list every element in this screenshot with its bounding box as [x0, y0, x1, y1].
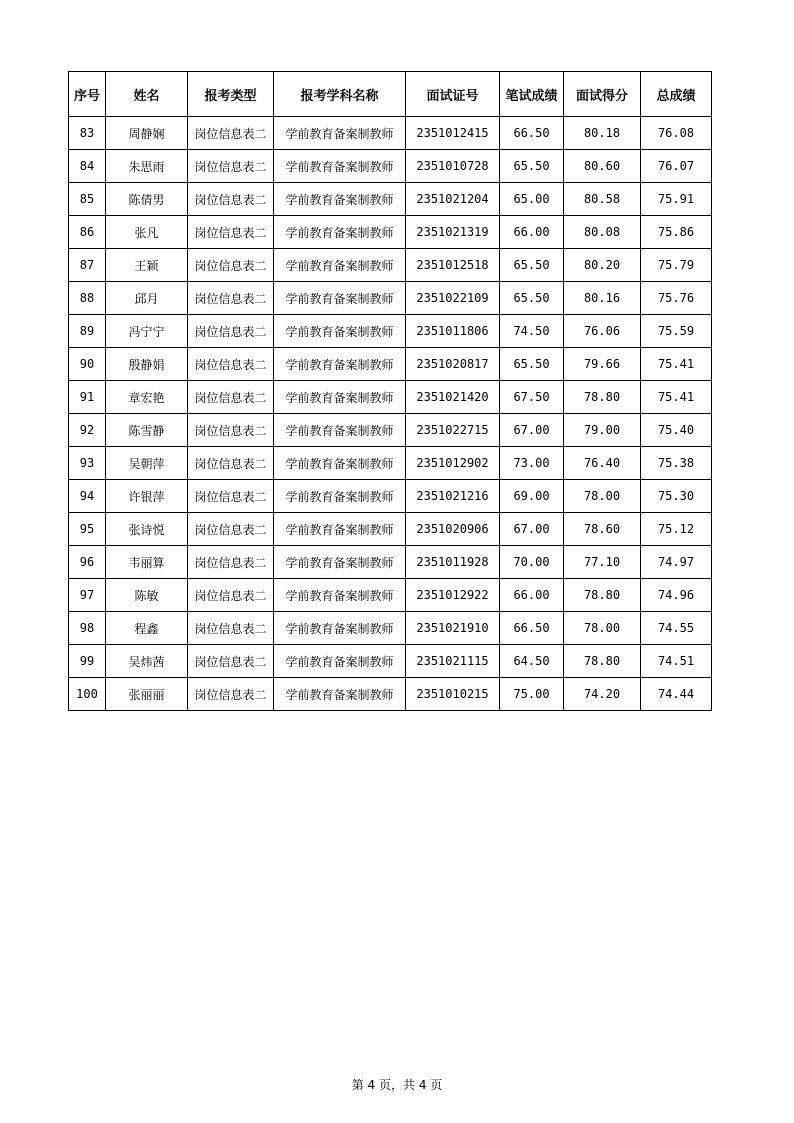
cell-total-score: 75.12	[641, 513, 712, 546]
cell-written-score: 66.50	[500, 117, 564, 150]
cell-written-score: 65.00	[500, 183, 564, 216]
table-row	[69, 447, 712, 480]
header-apply-type: 报考类型	[188, 72, 274, 117]
cell-total-score: 75.30	[641, 480, 712, 513]
cell-interview-id: 2351012415	[406, 117, 500, 150]
table-row	[69, 216, 712, 249]
table-row	[69, 513, 712, 546]
cell-name: 王颖	[106, 249, 188, 282]
cell-total-score: 75.86	[641, 216, 712, 249]
cell-apply-type: 岗位信息表二	[188, 612, 274, 645]
cell-interview-score: 80.58	[564, 183, 641, 216]
cell-apply-type: 岗位信息表二	[188, 117, 274, 150]
cell-name: 许银萍	[106, 480, 188, 513]
cell-subject: 学前教育备案制教师	[274, 216, 406, 249]
cell-name: 程鑫	[106, 612, 188, 645]
cell-interview-id: 2351021204	[406, 183, 500, 216]
header-name: 姓名	[106, 72, 188, 117]
cell-total-score: 74.55	[641, 612, 712, 645]
cell-interview-score: 80.18	[564, 117, 641, 150]
cell-seq: 85	[69, 183, 106, 216]
cell-total-score: 75.79	[641, 249, 712, 282]
cell-interview-score: 76.06	[564, 315, 641, 348]
cell-interview-score: 78.80	[564, 579, 641, 612]
cell-seq: 99	[69, 645, 106, 678]
cell-subject: 学前教育备案制教师	[274, 678, 406, 711]
cell-subject: 学前教育备案制教师	[274, 348, 406, 381]
cell-total-score: 75.91	[641, 183, 712, 216]
cell-apply-type: 岗位信息表二	[188, 216, 274, 249]
cell-total-score: 75.41	[641, 381, 712, 414]
cell-written-score: 64.50	[500, 645, 564, 678]
cell-interview-score: 78.00	[564, 480, 641, 513]
cell-seq: 89	[69, 315, 106, 348]
cell-interview-id: 2351021910	[406, 612, 500, 645]
cell-apply-type: 岗位信息表二	[188, 546, 274, 579]
cell-interview-id: 2351012922	[406, 579, 500, 612]
cell-apply-type: 岗位信息表二	[188, 315, 274, 348]
header-interview-score: 面试得分	[564, 72, 641, 117]
cell-name: 朱思雨	[106, 150, 188, 183]
cell-written-score: 66.50	[500, 612, 564, 645]
table-row	[69, 117, 712, 150]
cell-interview-score: 80.60	[564, 150, 641, 183]
cell-subject: 学前教育备案制教师	[274, 447, 406, 480]
cell-written-score: 65.50	[500, 150, 564, 183]
cell-seq: 91	[69, 381, 106, 414]
cell-interview-id: 2351012518	[406, 249, 500, 282]
cell-interview-score: 78.80	[564, 381, 641, 414]
cell-written-score: 75.00	[500, 678, 564, 711]
cell-interview-id: 2351012902	[406, 447, 500, 480]
cell-subject: 学前教育备案制教师	[274, 249, 406, 282]
cell-apply-type: 岗位信息表二	[188, 249, 274, 282]
cell-apply-type: 岗位信息表二	[188, 678, 274, 711]
cell-interview-id: 2351020817	[406, 348, 500, 381]
cell-apply-type: 岗位信息表二	[188, 414, 274, 447]
cell-total-score: 74.44	[641, 678, 712, 711]
cell-interview-score: 76.40	[564, 447, 641, 480]
cell-interview-score: 78.60	[564, 513, 641, 546]
cell-apply-type: 岗位信息表二	[188, 282, 274, 315]
cell-subject: 学前教育备案制教师	[274, 612, 406, 645]
cell-interview-id: 2351010215	[406, 678, 500, 711]
cell-subject: 学前教育备案制教师	[274, 480, 406, 513]
cell-apply-type: 岗位信息表二	[188, 150, 274, 183]
cell-total-score: 74.96	[641, 579, 712, 612]
header-written-score: 笔试成绩	[500, 72, 564, 117]
cell-apply-type: 岗位信息表二	[188, 480, 274, 513]
cell-subject: 学前教育备案制教师	[274, 282, 406, 315]
cell-name: 陈敏	[106, 579, 188, 612]
cell-seq: 92	[69, 414, 106, 447]
cell-total-score: 74.51	[641, 645, 712, 678]
cell-seq: 90	[69, 348, 106, 381]
table-row	[69, 645, 712, 678]
cell-interview-score: 79.66	[564, 348, 641, 381]
cell-seq: 84	[69, 150, 106, 183]
cell-name: 章宏艳	[106, 381, 188, 414]
cell-subject: 学前教育备案制教师	[274, 546, 406, 579]
cell-total-score: 75.38	[641, 447, 712, 480]
cell-interview-score: 80.08	[564, 216, 641, 249]
header-subject: 报考学科名称	[274, 72, 406, 117]
cell-subject: 学前教育备案制教师	[274, 645, 406, 678]
cell-subject: 学前教育备案制教师	[274, 579, 406, 612]
cell-total-score: 75.40	[641, 414, 712, 447]
cell-name: 冯宁宁	[106, 315, 188, 348]
cell-seq: 83	[69, 117, 106, 150]
cell-interview-id: 2351021115	[406, 645, 500, 678]
table-row	[69, 546, 712, 579]
cell-subject: 学前教育备案制教师	[274, 183, 406, 216]
cell-subject: 学前教育备案制教师	[274, 117, 406, 150]
header-row	[69, 72, 712, 117]
cell-seq: 98	[69, 612, 106, 645]
cell-written-score: 65.50	[500, 282, 564, 315]
cell-interview-score: 77.10	[564, 546, 641, 579]
cell-seq: 96	[69, 546, 106, 579]
cell-name: 张诗悦	[106, 513, 188, 546]
cell-name: 陈雪静	[106, 414, 188, 447]
cell-subject: 学前教育备案制教师	[274, 150, 406, 183]
cell-seq: 100	[69, 678, 106, 711]
cell-seq: 87	[69, 249, 106, 282]
table-body	[69, 117, 712, 711]
cell-interview-score: 79.00	[564, 414, 641, 447]
cell-interview-score: 74.20	[564, 678, 641, 711]
page-footer: 第 4 页，共 4 页	[351, 1078, 443, 1092]
cell-interview-id: 2351021216	[406, 480, 500, 513]
cell-written-score: 70.00	[500, 546, 564, 579]
table-row	[69, 348, 712, 381]
cell-total-score: 76.08	[641, 117, 712, 150]
cell-interview-score: 78.00	[564, 612, 641, 645]
cell-interview-id: 2351022715	[406, 414, 500, 447]
cell-interview-id: 2351022109	[406, 282, 500, 315]
cell-interview-score: 80.20	[564, 249, 641, 282]
cell-written-score: 67.00	[500, 513, 564, 546]
cell-name: 韦丽算	[106, 546, 188, 579]
cell-name: 周静娴	[106, 117, 188, 150]
cell-written-score: 66.00	[500, 579, 564, 612]
cell-interview-id: 2351021420	[406, 381, 500, 414]
cell-written-score: 67.50	[500, 381, 564, 414]
table-row	[69, 381, 712, 414]
cell-interview-id: 2351010728	[406, 150, 500, 183]
cell-apply-type: 岗位信息表二	[188, 513, 274, 546]
cell-name: 吴朝萍	[106, 447, 188, 480]
table-row	[69, 579, 712, 612]
table-row	[69, 612, 712, 645]
table-row	[69, 150, 712, 183]
cell-apply-type: 岗位信息表二	[188, 447, 274, 480]
cell-interview-id: 2351011928	[406, 546, 500, 579]
cell-written-score: 65.50	[500, 348, 564, 381]
cell-total-score: 74.97	[641, 546, 712, 579]
cell-seq: 88	[69, 282, 106, 315]
table-row	[69, 282, 712, 315]
cell-name: 殷静娟	[106, 348, 188, 381]
cell-apply-type: 岗位信息表二	[188, 579, 274, 612]
cell-seq: 86	[69, 216, 106, 249]
cell-interview-score: 78.80	[564, 645, 641, 678]
cell-name: 张凡	[106, 216, 188, 249]
cell-written-score: 65.50	[500, 249, 564, 282]
header-seq: 序号	[69, 72, 106, 117]
cell-seq: 94	[69, 480, 106, 513]
cell-name: 吴炜茜	[106, 645, 188, 678]
cell-written-score: 66.00	[500, 216, 564, 249]
cell-apply-type: 岗位信息表二	[188, 645, 274, 678]
table-row	[69, 678, 712, 711]
cell-seq: 95	[69, 513, 106, 546]
cell-apply-type: 岗位信息表二	[188, 381, 274, 414]
cell-subject: 学前教育备案制教师	[274, 513, 406, 546]
cell-apply-type: 岗位信息表二	[188, 348, 274, 381]
cell-interview-id: 2351020906	[406, 513, 500, 546]
cell-written-score: 73.00	[500, 447, 564, 480]
cell-subject: 学前教育备案制教师	[274, 414, 406, 447]
cell-seq: 93	[69, 447, 106, 480]
table-row	[69, 249, 712, 282]
cell-interview-id: 2351021319	[406, 216, 500, 249]
cell-total-score: 75.41	[641, 348, 712, 381]
cell-interview-id: 2351011806	[406, 315, 500, 348]
cell-subject: 学前教育备案制教师	[274, 315, 406, 348]
cell-subject: 学前教育备案制教师	[274, 381, 406, 414]
score-table	[68, 71, 712, 711]
header-interview-id: 面试证号	[406, 72, 500, 117]
table-row	[69, 183, 712, 216]
header-total-score: 总成绩	[641, 72, 712, 117]
cell-written-score: 74.50	[500, 315, 564, 348]
cell-total-score: 75.76	[641, 282, 712, 315]
cell-written-score: 69.00	[500, 480, 564, 513]
cell-apply-type: 岗位信息表二	[188, 183, 274, 216]
cell-interview-score: 80.16	[564, 282, 641, 315]
table-row	[69, 414, 712, 447]
cell-total-score: 75.59	[641, 315, 712, 348]
cell-seq: 97	[69, 579, 106, 612]
cell-name: 陈倩男	[106, 183, 188, 216]
cell-written-score: 67.00	[500, 414, 564, 447]
cell-name: 张丽丽	[106, 678, 188, 711]
cell-name: 邱月	[106, 282, 188, 315]
cell-total-score: 76.07	[641, 150, 712, 183]
table-row	[69, 315, 712, 348]
table-row	[69, 480, 712, 513]
